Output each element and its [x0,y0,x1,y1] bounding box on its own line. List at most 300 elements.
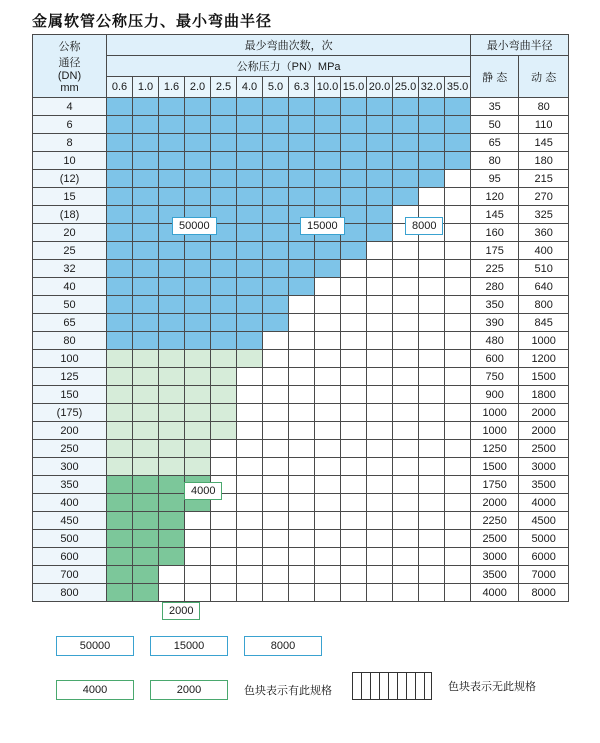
row-dn-label: (175) [33,404,107,422]
spec-cell [263,584,289,602]
static-radius-value: 3500 [471,566,519,584]
spec-cell [263,260,289,278]
table-row [33,296,569,314]
spec-cell [263,98,289,116]
spec-cell [419,368,445,386]
header-dynamic: 动 态 [519,56,569,98]
legend-row-blue [56,636,322,656]
dynamic-radius-value: 510 [519,260,569,278]
spec-cell [341,404,367,422]
spec-cell [133,368,159,386]
spec-cell [185,260,211,278]
dynamic-radius-value: 2000 [519,404,569,422]
spec-cell [289,386,315,404]
spec-cell [159,530,185,548]
spec-cell [367,98,393,116]
spec-cell [211,584,237,602]
spec-cell [263,170,289,188]
static-radius-value: 80 [471,152,519,170]
spec-cell [419,296,445,314]
spec-cell [263,530,289,548]
spec-cell [341,314,367,332]
spec-cell [367,170,393,188]
spec-cell [367,566,393,584]
spec-cell [237,224,263,242]
spec-cell [445,296,471,314]
spec-cell [211,98,237,116]
spec-cell [341,260,367,278]
row-dn-label: 300 [33,458,107,476]
dynamic-radius-value: 1800 [519,386,569,404]
static-radius-value: 4000 [471,584,519,602]
spec-cell [133,476,159,494]
static-radius-value: 280 [471,278,519,296]
dynamic-radius-value: 8000 [519,584,569,602]
static-radius-value: 480 [471,332,519,350]
row-dn-label: 150 [33,386,107,404]
spec-cell [445,440,471,458]
dynamic-radius-value: 5000 [519,530,569,548]
spec-cell [341,188,367,206]
spec-cell [107,512,133,530]
spec-cell [341,386,367,404]
spec-cell [445,224,471,242]
spec-cell [393,242,419,260]
spec-cell [237,440,263,458]
dynamic-radius-value: 2500 [519,440,569,458]
spec-cell [159,296,185,314]
dynamic-radius-value: 400 [519,242,569,260]
spec-cell [263,206,289,224]
spec-cell [237,512,263,530]
spec-cell [133,494,159,512]
spec-cell [393,278,419,296]
header-static: 静 态 [471,56,519,98]
spec-cell [341,422,367,440]
spec-cell [289,350,315,368]
spec-cell [289,476,315,494]
spec-cell [107,386,133,404]
spec-cell [367,350,393,368]
header-row-2 [33,56,569,77]
spec-cell [107,260,133,278]
spec-cell [107,152,133,170]
spec-cell [263,548,289,566]
spec-cell [289,152,315,170]
dynamic-radius-value: 145 [519,134,569,152]
spec-cell [315,458,341,476]
spec-cell [263,224,289,242]
callout-badge-2000: 2000 [162,602,200,620]
spec-cell [237,386,263,404]
table-row [33,242,569,260]
spec-cell [341,242,367,260]
row-dn-label: 25 [33,242,107,260]
row-dn-label: 20 [33,224,107,242]
spec-cell [107,116,133,134]
spec-cell [393,368,419,386]
spec-cell [107,350,133,368]
spec-cell [289,494,315,512]
static-radius-value: 225 [471,260,519,278]
spec-cell [237,584,263,602]
pressure-col-13: 35.0 [445,77,471,98]
dynamic-radius-value: 3000 [519,458,569,476]
spec-cell [419,152,445,170]
table-row [33,368,569,386]
spec-cell [289,260,315,278]
spec-cell [445,152,471,170]
spec-cell [237,494,263,512]
spec-cell [185,278,211,296]
spec-cell [211,260,237,278]
pressure-col-3: 2.0 [185,77,211,98]
table-row [33,512,569,530]
spec-cell [367,260,393,278]
pressure-col-10: 20.0 [367,77,393,98]
spec-cell [185,386,211,404]
table-row [33,116,569,134]
header-dn-line-0: 公称 [58,41,81,53]
spec-cell [107,134,133,152]
spec-cell [289,404,315,422]
table-header [33,35,569,98]
spec-cell [159,152,185,170]
spec-cell [315,350,341,368]
spec-cell [445,386,471,404]
spec-cell [315,584,341,602]
row-dn-label: 65 [33,314,107,332]
spec-cell [133,242,159,260]
spec-cell [315,134,341,152]
spec-cell [237,278,263,296]
spec-cell [445,242,471,260]
static-radius-value: 350 [471,296,519,314]
spec-cell [315,170,341,188]
spec-cell [133,278,159,296]
spec-cell [445,404,471,422]
spec-cell [419,170,445,188]
spec-cell [367,134,393,152]
spec-cell [237,314,263,332]
spec-cell [289,530,315,548]
spec-cell [341,170,367,188]
spec-cell [263,386,289,404]
spec-cell [445,458,471,476]
spec-cell [211,440,237,458]
spec-cell [315,566,341,584]
spec-cell [393,260,419,278]
spec-cell [107,422,133,440]
spec-cell [133,530,159,548]
spec-cell [263,332,289,350]
spec-cell [211,296,237,314]
spec-cell [315,440,341,458]
spec-cell [185,566,211,584]
spec-cell [315,332,341,350]
spec-cell [315,296,341,314]
spec-cell [341,296,367,314]
spec-cell [159,116,185,134]
spec-cell [393,584,419,602]
spec-cell [367,206,393,224]
row-dn-label: 250 [33,440,107,458]
dynamic-radius-value: 845 [519,314,569,332]
static-radius-value: 1000 [471,422,519,440]
spec-cell [133,512,159,530]
row-dn-label: 100 [33,350,107,368]
table-row [33,440,569,458]
spec-cell [419,440,445,458]
spec-cell [237,296,263,314]
spec-cell [445,494,471,512]
spec-cell [159,242,185,260]
spec-cell [211,116,237,134]
spec-cell [445,548,471,566]
spec-cell [211,548,237,566]
spec-cell [289,584,315,602]
spec-cell [107,314,133,332]
spec-cell [237,548,263,566]
header-dn-line-1: 通径 [58,57,81,69]
spec-cell [159,458,185,476]
spec-cell [289,332,315,350]
spec-cell [367,440,393,458]
dynamic-radius-value: 1000 [519,332,569,350]
spec-cell [185,98,211,116]
spec-cell [393,170,419,188]
spec-cell [185,188,211,206]
spec-cell [185,332,211,350]
spec-cell [211,404,237,422]
spec-cell [107,242,133,260]
spec-cell [159,368,185,386]
spec-cell [263,350,289,368]
spec-cell [211,332,237,350]
static-radius-value: 390 [471,314,519,332]
spec-cell [263,296,289,314]
spec-cell [159,512,185,530]
spec-cell [315,242,341,260]
legend-box-8000: 8000 [244,636,322,656]
row-dn-label: 350 [33,476,107,494]
spec-cell [289,134,315,152]
spec-table [32,34,569,602]
row-dn-label: 40 [33,278,107,296]
header-dn-line-2: (DN) [57,70,82,82]
spec-cell [263,476,289,494]
dynamic-radius-value: 180 [519,152,569,170]
spec-cell [393,566,419,584]
spec-cell [133,350,159,368]
spec-cell [263,458,289,476]
spec-cell [237,116,263,134]
spec-cell [289,422,315,440]
static-radius-value: 65 [471,134,519,152]
spec-cell [211,350,237,368]
spec-cell [289,170,315,188]
spec-cell [237,350,263,368]
spec-cell [445,512,471,530]
spec-cell [159,566,185,584]
legend-box-4000: 4000 [56,680,134,700]
spec-cell [419,188,445,206]
page-title: 金属软管公称压力、最小弯曲半径 [32,13,273,30]
spec-cell [211,278,237,296]
spec-cell [419,350,445,368]
spec-cell [419,98,445,116]
spec-cell [341,494,367,512]
table-row [33,98,569,116]
spec-cell [419,548,445,566]
spec-cell [133,458,159,476]
spec-cell [263,188,289,206]
static-radius-value: 1000 [471,404,519,422]
spec-cell [315,404,341,422]
dynamic-radius-value: 4500 [519,512,569,530]
row-dn-label: 32 [33,260,107,278]
spec-cell [263,134,289,152]
pressure-col-4: 2.5 [211,77,237,98]
spec-cell [367,116,393,134]
spec-cell [341,548,367,566]
spec-cell [393,512,419,530]
spec-cell [185,404,211,422]
spec-cell [159,584,185,602]
static-radius-value: 2500 [471,530,519,548]
spec-cell [107,530,133,548]
spec-cell [107,458,133,476]
spec-cell [289,278,315,296]
spec-cell [237,242,263,260]
legend-box-2000: 2000 [150,680,228,700]
spec-cell [159,332,185,350]
spec-cell [185,242,211,260]
spec-cell [419,566,445,584]
spec-cell [289,116,315,134]
spec-cell [445,422,471,440]
table-row [33,566,569,584]
spec-cell [133,440,159,458]
dynamic-radius-value: 1500 [519,368,569,386]
dynamic-radius-value: 110 [519,116,569,134]
spec-cell [341,458,367,476]
spec-cell [185,440,211,458]
spec-cell [289,512,315,530]
spec-cell [133,314,159,332]
spec-cell [211,242,237,260]
spec-cell [237,458,263,476]
header-dn-cell [33,35,107,98]
spec-cell [445,476,471,494]
spec-cell [107,278,133,296]
header-min-radius: 最小弯曲半径 [471,35,569,56]
spec-cell [445,116,471,134]
spec-cell [263,440,289,458]
spec-cell [133,422,159,440]
static-radius-value: 2000 [471,494,519,512]
spec-cell [419,530,445,548]
spec-cell [419,278,445,296]
spec-cell [133,404,159,422]
spec-cell [367,584,393,602]
pressure-col-8: 10.0 [315,77,341,98]
spec-cell [419,332,445,350]
spec-cell [107,440,133,458]
spec-cell [133,188,159,206]
spec-cell [107,548,133,566]
spec-cell [133,386,159,404]
spec-cell [419,584,445,602]
spec-cell [211,134,237,152]
spec-cell [237,98,263,116]
row-dn-label: 6 [33,116,107,134]
legend [32,636,568,726]
spec-cell [107,224,133,242]
spec-cell [133,152,159,170]
pressure-col-11: 25.0 [393,77,419,98]
spec-cell [419,404,445,422]
table-row [33,386,569,404]
spec-cell [289,296,315,314]
spec-cell [211,422,237,440]
dynamic-radius-value: 6000 [519,548,569,566]
spec-cell [419,494,445,512]
spec-cell [419,116,445,134]
spec-cell [211,458,237,476]
spec-cell [315,422,341,440]
spec-cell [315,188,341,206]
spec-cell [263,278,289,296]
spec-cell [211,368,237,386]
spec-cell [159,440,185,458]
spec-cell [133,548,159,566]
pressure-col-6: 5.0 [263,77,289,98]
spec-cell [289,566,315,584]
spec-cell [341,116,367,134]
spec-cell [159,314,185,332]
spec-cell [393,422,419,440]
spec-cell [133,170,159,188]
spec-cell [237,188,263,206]
spec-cell [315,476,341,494]
spec-cell [341,152,367,170]
spec-cell [367,152,393,170]
spec-cell [393,188,419,206]
dynamic-radius-value: 325 [519,206,569,224]
row-dn-label: 8 [33,134,107,152]
pressure-col-1: 1.0 [133,77,159,98]
spec-cell [367,512,393,530]
row-dn-label: 50 [33,296,107,314]
spec-cell [263,152,289,170]
spec-cell [315,278,341,296]
spec-cell [341,476,367,494]
spec-cell [341,332,367,350]
dynamic-radius-value: 1200 [519,350,569,368]
table-row [33,350,569,368]
spec-cell [159,350,185,368]
spec-cell [315,494,341,512]
spec-cell [263,242,289,260]
spec-cell [237,566,263,584]
spec-cell [211,188,237,206]
row-dn-label: 4 [33,98,107,116]
spec-cell [159,404,185,422]
spec-cell [445,314,471,332]
spec-cell [419,458,445,476]
row-dn-label: 15 [33,188,107,206]
